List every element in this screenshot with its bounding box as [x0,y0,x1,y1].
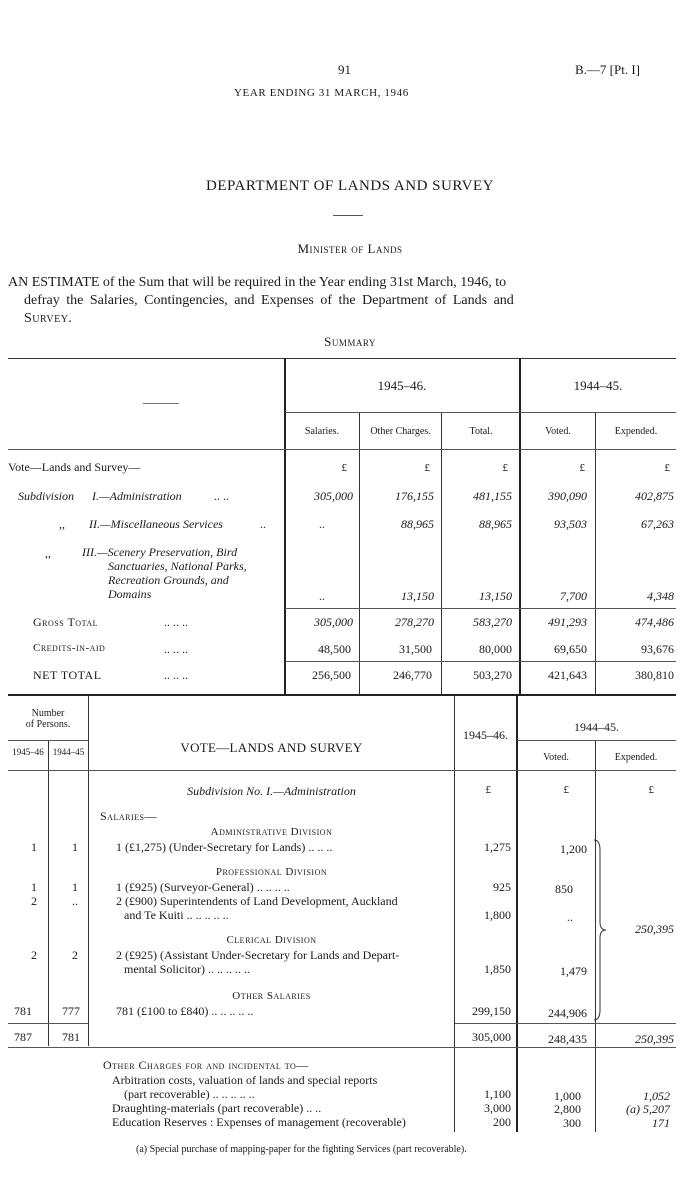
amount-expended: 171 [652,1116,670,1130]
net-voted: 421,643 [548,668,587,682]
credits-voted: 69,650 [554,642,587,656]
page-title: DEPARTMENT OF LANDS AND SURVEY [206,178,494,194]
document-reference: B.—7 [Pt. I] [575,62,640,77]
summary-cell: 88,965 [401,517,434,531]
persons-1945: 781 [14,1004,32,1018]
detail-line: mental Solicitor) .. .. .. .. .. [124,962,250,976]
credits-total: 80,000 [479,642,512,656]
amount-voted: 850 [555,882,573,896]
estimate-line-1: AN ESTIMATE of the Sum that will be required in the Year ending 31st March, 1946, to [8,275,507,290]
credits-expended: 93,676 [641,642,674,656]
summary-row-label: Sanctuaries, National Parks, [108,559,247,573]
persons-1944: .. [72,894,78,908]
summary-vote-label: Vote—Lands and Survey— [8,460,141,474]
amount-expended: (a) 5,207 [626,1102,670,1116]
net-total-label: NET TOTAL [33,668,102,682]
amount-voted: 300 [563,1116,581,1130]
persons-1945: 2 [31,948,37,962]
amount-voted: 244,906 [548,1006,587,1020]
detail-line: and Te Kuiti .. .. .. .. .. [124,908,229,922]
summary-cell: 402,875 [635,489,674,503]
summary-cell: 67,263 [641,517,674,531]
estimate-line-2: defray the Salaries, Contingencies, and Expenses of the Department of Lands and [24,293,514,308]
summary-cell: 13,150 [401,589,434,603]
summary-col-1945: 1945–46. [377,378,427,393]
persons-1944: 1 [72,880,78,894]
amount-1945: 200 [493,1115,511,1129]
summary-row-label: I.—Administration [92,489,182,503]
amount-1945: 1,850 [484,962,511,976]
title-rule [333,215,363,216]
detail-year-rule [517,740,676,741]
gross-voted: 491,293 [548,615,587,629]
pound-sign: £ [485,784,491,796]
ditto-mark: ,, [59,517,65,531]
amount-voted: 1,479 [560,964,587,978]
summary-row-label: III.—Scenery Preservation, Bird [82,545,238,559]
pound-sign: £ [341,462,347,474]
subdivision-heading: Subdivision No. I.—Administration [187,784,356,798]
summary-heading: Summary [324,334,376,349]
summary-dash: ——— [143,395,179,409]
summary-cell: 481,155 [473,489,512,503]
persons-total-1944: 781 [62,1030,80,1044]
pound-sign: £ [502,462,508,474]
detail-sub-voted: Voted. [543,752,569,763]
detail-line: 2 (£925) (Assistant Under-Secretary for Lands and Depart- [116,948,400,962]
amount-voted: 1,000 [554,1089,581,1103]
amount-voted: .. [567,910,573,924]
summary-col-1944: 1944–45. [573,378,623,393]
amount-voted: 1,200 [560,842,587,856]
leader-dots: .. .. [214,489,229,503]
summary-sub-expended: Expended. [614,426,658,437]
summary-head-rule [285,412,676,413]
amount-1945: 1,100 [484,1087,511,1101]
summary-sub-salaries: Salaries. [304,426,340,437]
total-expended: 250,395 [635,1032,674,1046]
leader-dots: .. [260,517,266,531]
amount-1945: 299,150 [472,1004,511,1018]
persons-1944: 2 [72,948,78,962]
persons-heading: of Persons. [25,719,71,730]
detail-col-1945: 1945–46. [463,728,508,742]
amount-1945: 1,275 [484,840,511,854]
persons-1944: 1 [72,840,78,854]
summary-cell: 176,155 [395,489,434,503]
summary-cell: 7,700 [560,589,587,603]
pound-sign: £ [563,784,569,796]
summary-cell: 13,150 [479,589,512,603]
detail-line: 781 (£100 to £840) .. .. .. .. .. [116,1004,254,1018]
estimate-line-3: Survey. [24,311,73,326]
persons-1944: 777 [62,1004,80,1018]
summary-row-label: Recreation Grounds, and [108,573,229,587]
professional-division: Professional Division [215,866,328,878]
credits-other: 31,500 [399,642,432,656]
net-other: 246,770 [393,668,432,682]
persons-1945: 1 [31,840,37,854]
persons-col-1945: 1945–46 [12,747,44,757]
minister-heading: Minister of Lands [297,241,403,256]
amount-1945: 3,000 [484,1101,511,1115]
detail-head-bottom-rule [8,770,676,771]
year-line: YEAR ENDING 31 MARCH, 1946 [234,87,409,99]
amount-voted: 2,800 [554,1102,581,1116]
summary-cell: 390,090 [548,489,587,503]
pound-sign: £ [424,462,430,474]
pound-sign: £ [579,462,585,474]
detail-col-1944: 1944–45. [574,720,619,734]
net-total: 503,270 [473,668,512,682]
detail-line: 2 (£900) Superintendents of Land Development, Auckland [116,894,398,908]
persons-1945: 1 [31,880,37,894]
amount-expended: 1,052 [643,1089,670,1103]
gross-salaries: 305,000 [314,615,353,629]
summary-net-rule [285,661,676,662]
summary-subtotal-rule [285,608,676,609]
persons-1945: 2 [31,894,37,908]
summary-cell: .. [319,589,325,603]
detail-line: 1 (£1,275) (Under-Secretary for Lands) .. .. .. [116,840,333,854]
detail-line: Arbitration costs, valuation of lands and special reports [112,1073,378,1087]
net-salaries: 256,500 [312,668,351,682]
detail-line: 1 (£925) (Surveyor-General) .. .. .. .. [116,880,290,894]
detail-total-rule [8,1023,88,1024]
amount-1945: 925 [493,880,511,894]
summary-sub-other: Other Charges. [370,426,431,437]
page-number: 91 [338,62,351,77]
summary-cell: .. [319,517,325,531]
total-1945: 305,000 [472,1030,511,1044]
amount-1945: 1,800 [484,908,511,922]
net-expended: 380,810 [635,668,674,682]
gross-other: 278,270 [395,615,434,629]
gross-total: 583,270 [473,615,512,629]
summary-row-label: II.—Miscellaneous Services [89,517,223,531]
detail-total-rule [455,1023,676,1024]
footnote: (a) Special purchase of mapping-paper for the fighting Services (part recoverable). [136,1144,467,1155]
vote-title: VOTE—LANDS AND SURVEY [180,740,363,755]
leader-dots: .. .. .. [164,668,188,682]
salaries-heading: Salaries— [100,809,157,823]
summary-row-subdivision: Subdivision [18,489,74,503]
total-voted: 248,435 [548,1032,587,1046]
summary-subhead-rule [8,449,676,450]
clerical-division: Clerical Division [226,934,317,946]
summary-top-rule [8,358,676,359]
leader-dots: .. .. .. [164,642,188,656]
summary-sub-voted: Voted. [545,426,571,437]
detail-line: (part recoverable) .. .. .. .. .. [124,1087,255,1101]
persons-total-1945: 787 [14,1030,32,1044]
credits-in-aid-label: Credits-in-aid [33,642,106,654]
credits-salaries: 48,500 [318,642,351,656]
summary-cell: 93,503 [554,517,587,531]
persons-col-1944: 1944–45 [52,747,85,757]
other-salaries-heading: Other Salaries [232,990,311,1002]
administrative-division: Administrative Division [210,826,333,838]
detail-persons-rule [8,740,88,741]
gross-total-label: Gross Total [33,615,98,629]
gross-expended: 474,486 [635,615,674,629]
leader-dots: .. .. .. [164,615,188,629]
summary-cell: 88,965 [479,517,512,531]
summary-row-label: Domains [108,587,152,601]
summary-cell: 4,348 [647,589,674,603]
detail-line: Draughting-materials (part recoverable) .. .. [112,1101,322,1115]
summary-sub-total: Total. [469,426,493,437]
summary-cell: 305,000 [314,489,353,503]
persons-heading: Number [31,708,65,719]
brace-expended-total: 250,395 [635,922,674,936]
pound-sign: £ [664,462,670,474]
detail-line: Education Reserves : Expenses of management (recoverable) [112,1115,406,1129]
pound-sign: £ [648,784,654,796]
ditto-mark: ,, [45,546,51,560]
detail-sub-expended: Expended. [614,752,658,763]
detail-bottom-rule [8,1047,676,1048]
summary-bottom-rule [8,694,676,696]
other-charges-heading: Other Charges for and incidental to— [103,1058,309,1072]
